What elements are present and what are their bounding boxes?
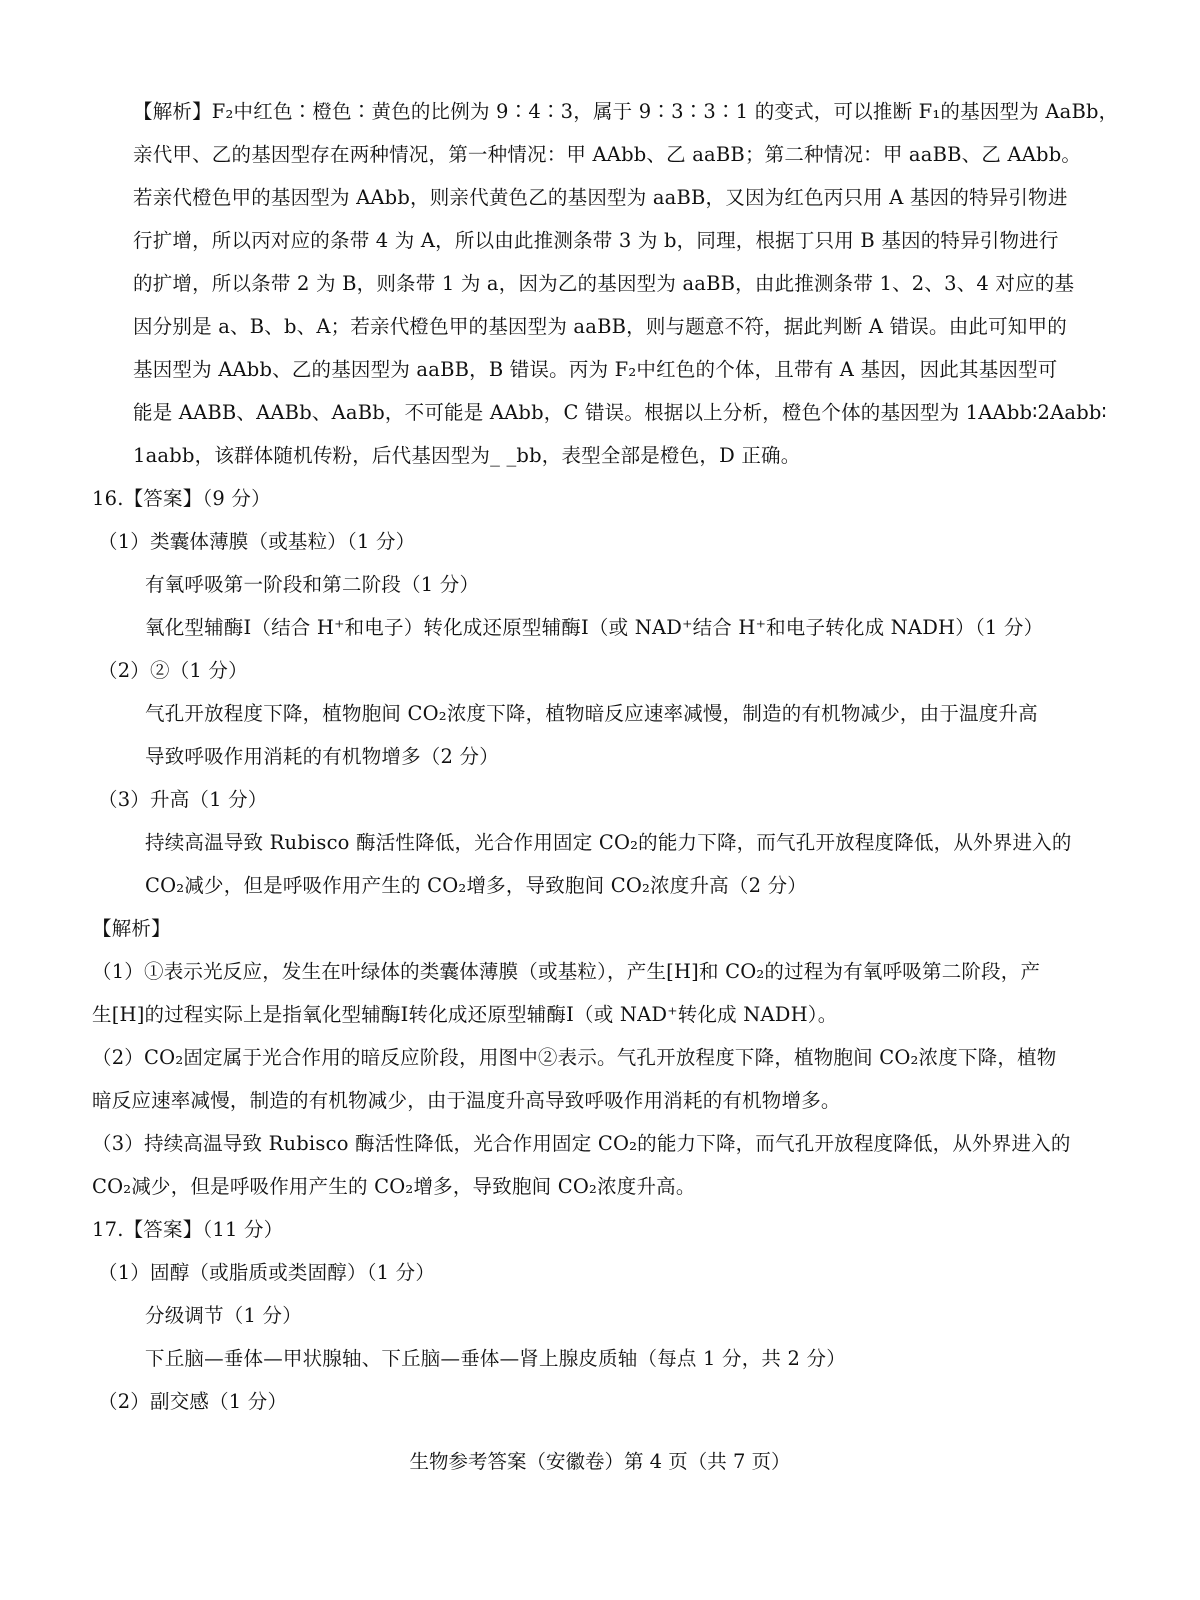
- q16-part1: （1）类囊体薄膜（或基粒）（1 分）: [98, 530, 416, 553]
- analysis-line: 【解析】F₂中红色∶橙色∶黄色的比例为 9∶4∶3，属于 9∶3∶3∶1 的变式，可以推断 F₁的基因型为 AaBb，: [133, 100, 1119, 123]
- analysis-line: 1aabb，该群体随机传粉，后代基因型为_ _bb，表型全部是橙色，D 正确。: [133, 444, 801, 467]
- analysis-line: 基因型为 AAbb、乙的基因型为 aaBB，B 错误。丙为 F₂中红色的个体，且带有 A 基因，因此其基因型可: [133, 358, 1058, 381]
- q16-part2-line3: 导致呼吸作用消耗的有机物增多（2 分）: [145, 745, 499, 768]
- page-footer: 生物参考答案（安徽卷）第 4 页（共 7 页）: [409, 1450, 791, 1473]
- q16-part3: （3）升高（1 分）: [98, 788, 268, 811]
- analysis-line: 能是 AABB、AABb、AaBb，不可能是 AAbb，C 错误。根据以上分析，橙色个体的基因型为 1AAbb∶2Aabb∶: [133, 401, 1107, 424]
- q17-part1-line2: 分级调节（1 分）: [145, 1304, 302, 1327]
- q16-part3-line3: CO₂减少，但是呼吸作用产生的 CO₂增多，导致胞间 CO₂浓度升高（2 分）: [145, 874, 807, 897]
- analysis-line: 若亲代橙色甲的基因型为 AAbb，则亲代黄色乙的基因型为 aaBB，又因为红色丙只用 A 基因的特异引物进: [133, 186, 1068, 209]
- q16-analysis-1b: 生[H]的过程实际上是指氧化型辅酶Ⅰ转化成还原型辅酶Ⅰ（或 NAD⁺转化成 NADH）。: [92, 1003, 838, 1026]
- q16-analysis-1: （1）①表示光反应，发生在叶绿体的类囊体薄膜（或基粒），产生[H]和 CO₂的过程为有氧呼吸第二阶段，产: [92, 960, 1041, 983]
- analysis-line: 因分别是 a、B、b、A；若亲代橙色甲的基因型为 aaBB，则与题意不符，据此判断 A 错误。由此可知甲的: [133, 315, 1067, 338]
- q16-analysis-2: （2）CO₂固定属于光合作用的暗反应阶段，用图中②表示。气孔开放程度下降，植物胞间 CO₂浓度下降，植物: [92, 1046, 1057, 1069]
- q16-analysis-header: 【解析】: [92, 917, 171, 940]
- analysis-line: 行扩增，所以丙对应的条带 4 为 A，所以由此推测条带 3 为 b，同理，根据丁只用 B 基因的特异引物进行: [133, 229, 1059, 252]
- q16-header: 16.【答案】（9 分）: [92, 487, 271, 510]
- q17-part1: （1）固醇（或脂质或类固醇）（1 分）: [98, 1261, 436, 1284]
- q16-analysis-3b: CO₂减少，但是呼吸作用产生的 CO₂增多，导致胞间 CO₂浓度升高。: [92, 1175, 696, 1198]
- q16-part1-line3: 氧化型辅酶Ⅰ（结合 H⁺和电子）转化成还原型辅酶Ⅰ（或 NAD⁺结合 H⁺和电子转化成 NADH）（1 分）: [145, 616, 1044, 639]
- q17-part2: （2）副交感（1 分）: [98, 1390, 288, 1413]
- analysis-line: 亲代甲、乙的基因型存在两种情况，第一种情况：甲 AAbb、乙 aaBB；第二种情况：甲 aaBB、乙 AAbb。: [133, 143, 1082, 166]
- analysis-line: 的扩增，所以条带 2 为 B，则条带 1 为 a，因为乙的基因型为 aaBB，由此推测条带 1、2、3、4 对应的基: [133, 272, 1075, 295]
- q16-part1-line2: 有氧呼吸第一阶段和第二阶段（1 分）: [145, 573, 480, 596]
- q16-analysis-2b: 暗反应速率减慢，制造的有机物减少，由于温度升高导致呼吸作用消耗的有机物增多。: [92, 1089, 841, 1112]
- q16-part2-line2: 气孔开放程度下降，植物胞间 CO₂浓度下降，植物暗反应速率减慢，制造的有机物减少，由于温度升高: [145, 702, 1038, 725]
- q17-header: 17.【答案】（11 分）: [92, 1218, 284, 1241]
- q16-part2: （2）②（1 分）: [98, 659, 248, 682]
- q16-analysis-3: （3）持续高温导致 Rubisco 酶活性降低，光合作用固定 CO₂的能力下降，而气孔开放程度降低，从外界进入的: [92, 1132, 1071, 1155]
- q16-part3-line2: 持续高温导致 Rubisco 酶活性降低，光合作用固定 CO₂的能力下降，而气孔开放程度降低，从外界进入的: [145, 831, 1072, 854]
- q17-part1-line3: 下丘脑—垂体—甲状腺轴、下丘脑—垂体—肾上腺皮质轴（每点 1 分，共 2 分）: [145, 1347, 846, 1370]
